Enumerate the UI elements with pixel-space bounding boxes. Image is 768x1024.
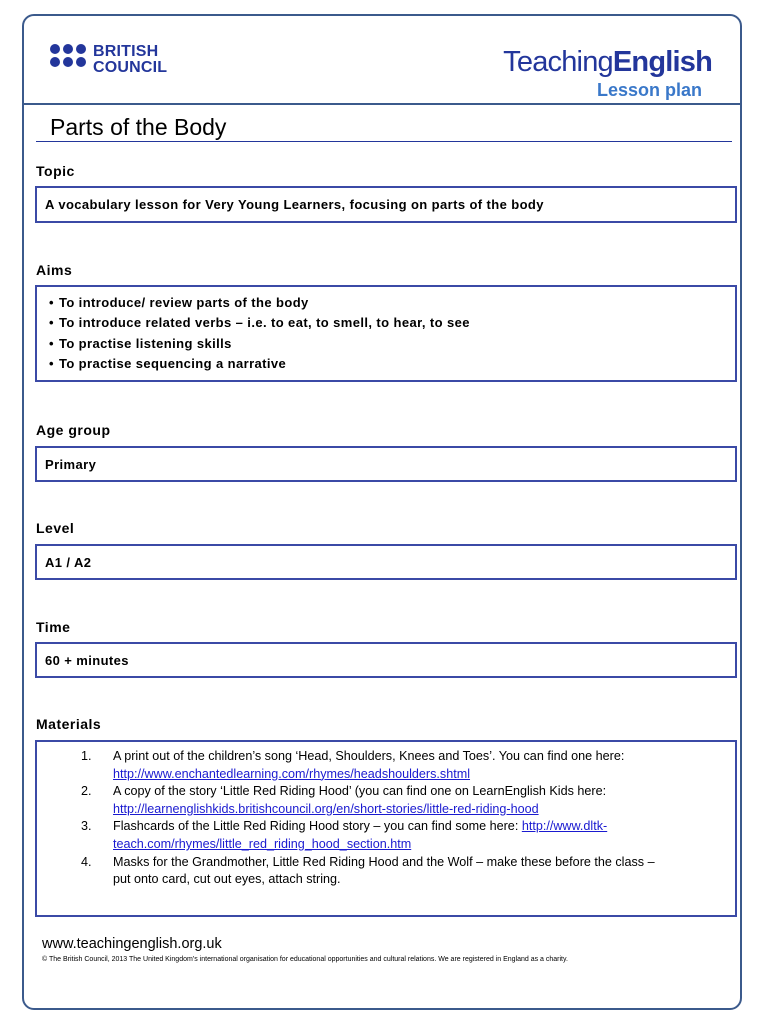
logo-dot xyxy=(63,44,73,54)
item-text: Masks for the Grandmother, Little Red Riding Hood and the Wolf – make these before the class – xyxy=(113,854,655,869)
time-label: Time xyxy=(36,619,71,635)
aims-item-text: To practise listening skills xyxy=(58,335,232,351)
item-number: 4. xyxy=(81,854,92,869)
aims-box xyxy=(35,285,737,382)
materials-box xyxy=(35,740,737,917)
dltk-link-part-2[interactable]: teach.com/rhymes/little_red_riding_hood_section.htm xyxy=(113,836,412,851)
topic-box xyxy=(35,186,737,223)
level-label: Level xyxy=(36,520,75,536)
item-text: Flashcards of the Little Red Riding Hood story – you can find some here: xyxy=(113,819,522,834)
footer-copyright: © The British Council, 2013 The United Kingdom’s international organisation for educational opportunities and cultural relations. We are registered in England as a charity. xyxy=(42,956,568,963)
bullet: • xyxy=(49,315,54,331)
item-number: 1. xyxy=(81,749,92,763)
footer-url[interactable]: www.teachingenglish.org.uk xyxy=(42,936,222,952)
logo-wordmark xyxy=(93,44,167,76)
brand-bold: English xyxy=(612,46,712,78)
aims-item-text: To introduce related verbs – i.e. to eat, to smell, to hear, to see xyxy=(58,315,470,331)
logo-dots-icon xyxy=(50,44,88,82)
aims-item-text: To practise sequencing a narrative xyxy=(58,355,287,371)
aims-item xyxy=(49,354,470,374)
logo-line-2: COUNCIL xyxy=(93,59,168,76)
logo-dot xyxy=(50,44,60,54)
title-rule xyxy=(36,141,732,142)
teaching-english-brand xyxy=(503,46,712,78)
aims-item xyxy=(49,334,470,354)
british-council-logo xyxy=(50,44,190,82)
page-title: Parts of the Body xyxy=(50,114,227,140)
time-text: 60 + minutes xyxy=(45,653,129,668)
enchanted-learning-link[interactable]: http://www.enchantedlearning.com/rhymes/headshoulders.shtml xyxy=(113,766,471,781)
topic-text: A vocabulary lesson for Very Young Learners, focusing on parts of the body xyxy=(45,197,544,212)
item-text: A print out of the children’s song ‘Head, Shoulders, Knees and Toes’. You can find one here: xyxy=(113,749,625,763)
materials-label: Materials xyxy=(36,716,102,732)
materials-item xyxy=(81,748,731,783)
logo-dot xyxy=(76,44,86,54)
materials-item xyxy=(81,818,731,853)
level-box xyxy=(35,544,737,580)
materials-item xyxy=(81,783,731,818)
logo-dot xyxy=(76,57,86,67)
bullet: • xyxy=(49,335,54,351)
item-number: 3. xyxy=(81,819,92,834)
item-number: 2. xyxy=(81,784,92,799)
aims-list xyxy=(49,293,470,374)
brand-regular: Teaching xyxy=(503,46,613,78)
item-text-continued: put onto card, cut out eyes, attach string. xyxy=(113,872,341,887)
bullet: • xyxy=(49,355,54,371)
materials-list xyxy=(81,748,731,889)
aims-item-text: To introduce/ review parts of the body xyxy=(58,295,309,310)
aims-item xyxy=(49,313,470,333)
logo-line-1: BRITISH xyxy=(93,43,159,60)
header-divider xyxy=(22,103,742,105)
lesson-plan-subtitle: Lesson plan xyxy=(596,80,702,100)
age-group-box xyxy=(35,446,737,482)
age-group-text: Primary xyxy=(45,457,97,472)
learnenglish-kids-link[interactable]: http://learnenglishkids.britishcouncil.org/en/short-stories/little-red-riding-hood xyxy=(113,801,539,816)
level-text: A1 / A2 xyxy=(45,555,92,570)
aims-label: Aims xyxy=(36,262,73,278)
time-box xyxy=(35,642,737,678)
bullet: • xyxy=(49,295,54,310)
topic-label: Topic xyxy=(36,163,75,179)
aims-item xyxy=(49,293,470,313)
materials-item xyxy=(81,854,731,889)
logo-dot xyxy=(63,57,73,67)
dltk-link-part-1[interactable]: http://www.dltk- xyxy=(521,819,608,834)
age-group-label: Age group xyxy=(36,422,111,438)
logo-dot xyxy=(50,57,60,67)
item-text: A copy of the story ‘Little Red Riding Hood’ (you can find one on LearnEnglish Kids here: xyxy=(113,784,607,799)
